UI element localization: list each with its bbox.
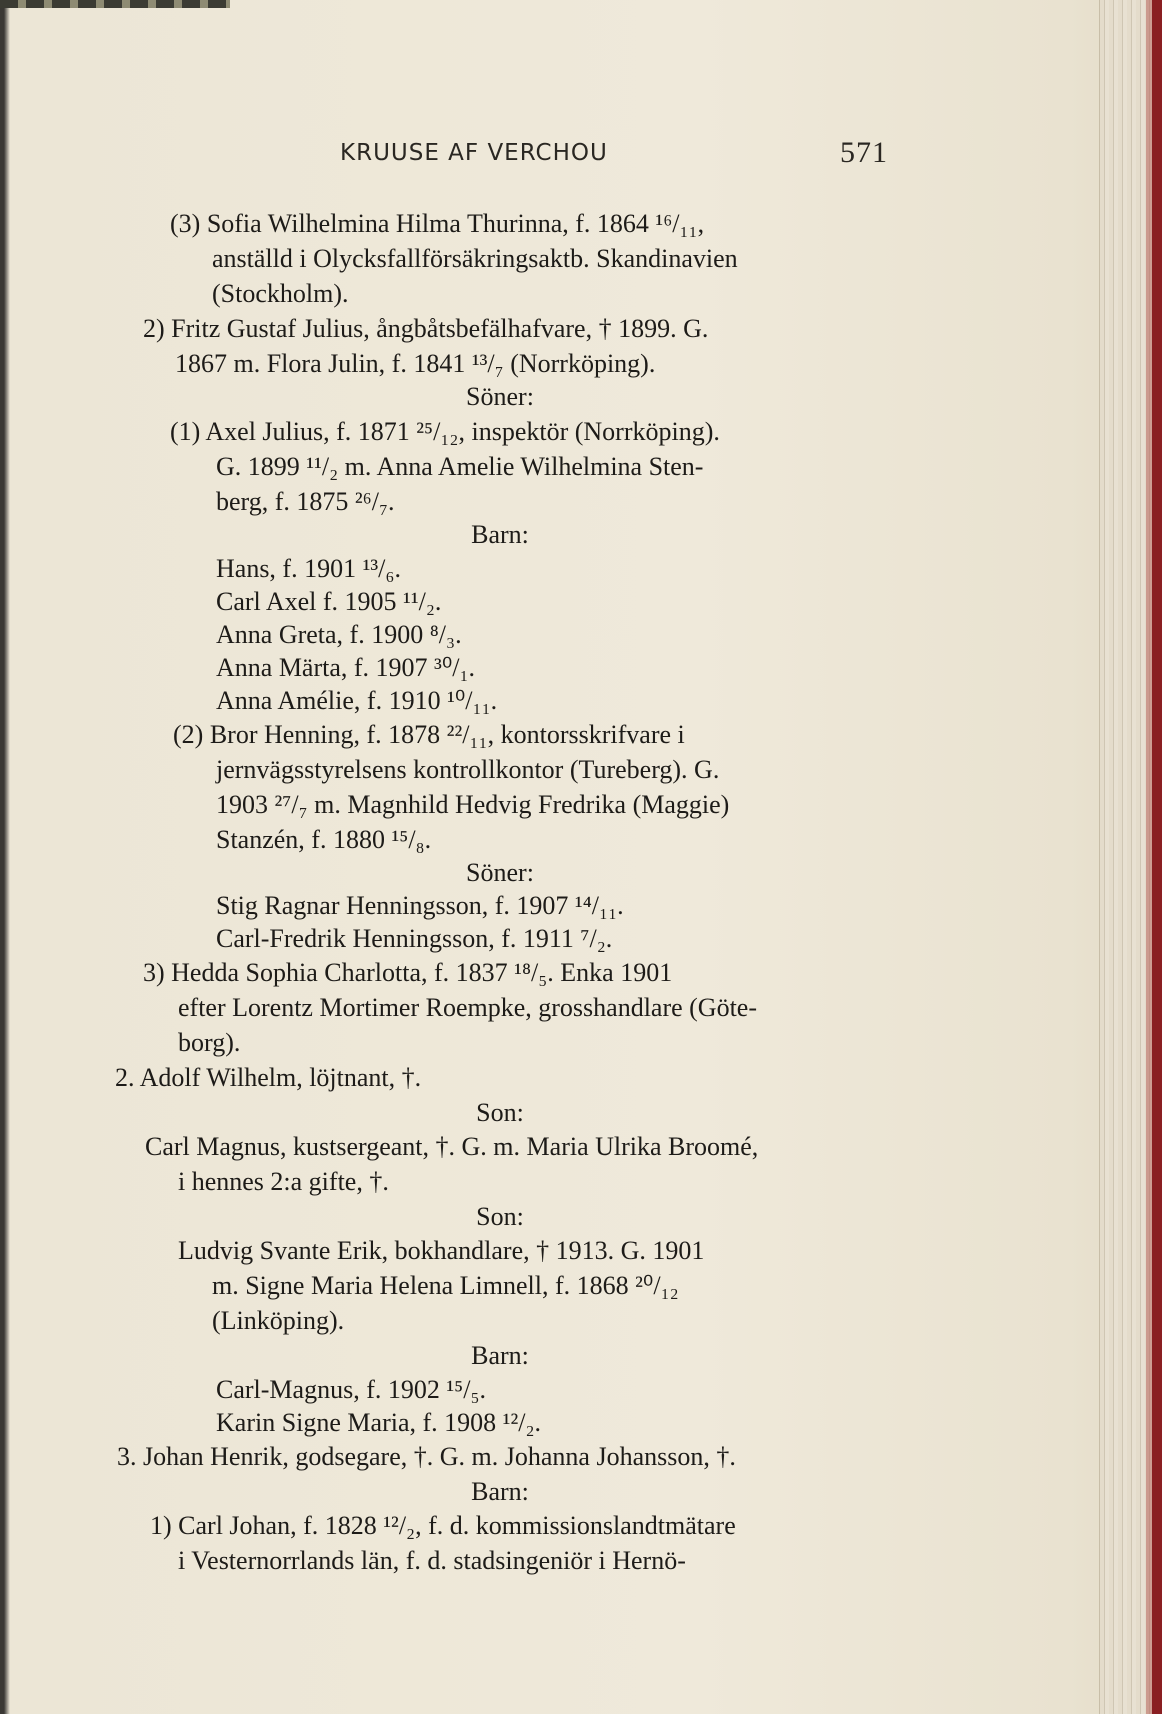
text-line: jernvägsstyrelsens kontrollkontor (Tureberg). G. — [216, 755, 720, 784]
text-line: Carl-Fredrik Henningsson, f. 1911 ⁷/₂. — [216, 924, 613, 953]
text-line: (Stockholm). — [212, 279, 349, 308]
book-cover-edge — [1152, 0, 1162, 1714]
text-line: (3) Sofia Wilhelmina Hilma Thurinna, f. 1864 ¹⁶/₁₁, — [170, 209, 705, 238]
section-heading: Son: — [476, 1202, 524, 1231]
text-line: efter Lorentz Mortimer Roempke, grosshandlare (Göte- — [178, 993, 758, 1022]
running-title: KRUUSE AF VERCHOU — [340, 140, 608, 166]
text-line: 1903 ²⁷/₇ m. Magnhild Hedvig Fredrika (Maggie) — [216, 790, 730, 819]
text-line: G. 1899 ¹¹/₂ m. Anna Amelie Wilhelmina Sten- — [216, 452, 704, 481]
text-line: 1) Carl Johan, f. 1828 ¹²/₂, f. d. kommissionslandtmätare — [150, 1511, 736, 1540]
text-line: (Linköping). — [212, 1306, 345, 1335]
text-line: m. Signe Maria Helena Limnell, f. 1868 ²⁰/₁₂ — [212, 1271, 679, 1300]
text-line: 1867 m. Flora Julin, f. 1841 ¹³/₇ (Norrköping). — [175, 349, 656, 378]
section-heading: Söner: — [466, 858, 534, 887]
text-line: anställd i Olycksfallförsäkringsaktb. Skandinavien — [212, 244, 738, 273]
page-number: 571 — [840, 136, 888, 169]
text-line: borg). — [178, 1028, 241, 1057]
section-heading: Söner: — [466, 382, 534, 411]
text-line: Stig Ragnar Henningsson, f. 1907 ¹⁴/₁₁. — [216, 891, 624, 920]
text-line: Stanzén, f. 1880 ¹⁵/₈. — [216, 825, 432, 854]
section-heading: Barn: — [471, 520, 529, 549]
text-line: i Vesternorrlands län, f. d. stadsingeniör i Hernö- — [178, 1546, 686, 1575]
text-line: Carl Axel f. 1905 ¹¹/₂. — [216, 587, 442, 616]
text-line: 2) Fritz Gustaf Julius, ångbåtsbefälhafvare, † 1899. G. — [143, 314, 709, 343]
text-line: 3. Johan Henrik, godsegare, †. G. m. Johanna Johansson, †. — [117, 1442, 736, 1471]
text-line: Ludvig Svante Erik, bokhandlare, † 1913. G. 1901 — [178, 1236, 705, 1265]
text-line: berg, f. 1875 ²⁶/₇. — [216, 487, 395, 516]
text-line: Karin Signe Maria, f. 1908 ¹²/₂. — [216, 1408, 542, 1437]
text-line: (2) Bror Henning, f. 1878 ²²/₁₁, kontorsskrifvare i — [173, 720, 685, 749]
section-heading: Barn: — [471, 1341, 529, 1370]
text-line: Carl Magnus, kustsergeant, †. G. m. Maria Ulrika Broomé, — [145, 1132, 759, 1161]
text-line: Carl-Magnus, f. 1902 ¹⁵/₅. — [216, 1375, 487, 1404]
text-line: (1) Axel Julius, f. 1871 ²⁵/₁₂, inspektör (Norrköping). — [170, 417, 720, 446]
text-line: i hennes 2:a gifte, †. — [178, 1167, 389, 1196]
text-line: Anna Greta, f. 1900 ⁸/₃. — [216, 620, 462, 649]
text-line: Anna Amélie, f. 1910 ¹⁰/₁₁. — [216, 686, 498, 715]
text-line: Hans, f. 1901 ¹³/₆. — [216, 554, 401, 583]
text-line: 2. Adolf Wilhelm, löjtnant, †. — [115, 1063, 422, 1092]
text-line: Anna Märta, f. 1907 ³⁰/₁. — [216, 653, 476, 682]
text-line: 3) Hedda Sophia Charlotta, f. 1837 ¹⁸/₅. Enka 1901 — [143, 958, 673, 987]
section-heading: Son: — [476, 1098, 524, 1127]
section-heading: Barn: — [471, 1477, 529, 1506]
